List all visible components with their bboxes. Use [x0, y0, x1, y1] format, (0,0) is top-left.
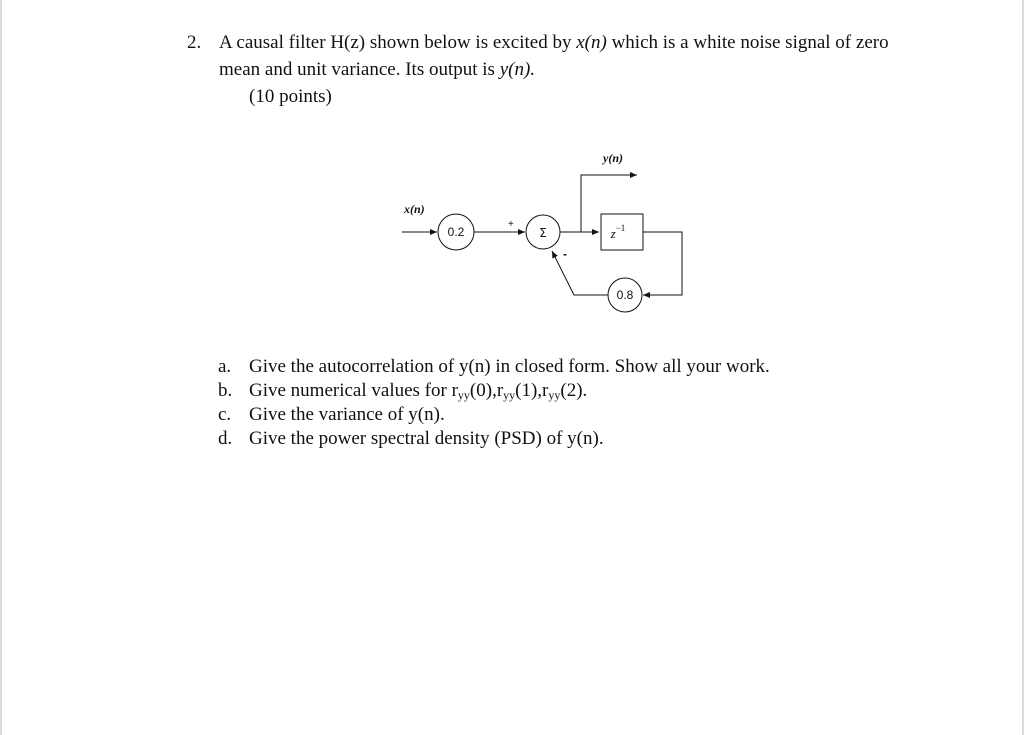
part-letter: c. [218, 404, 232, 425]
part-b-v1: (1),r [515, 380, 549, 401]
problem-text [219, 29, 907, 83]
part-text: Give the power spectral density (PSD) of y(n). [249, 428, 604, 449]
subscript-yy: yy [457, 388, 470, 402]
sum-symbol: Σ [539, 226, 547, 240]
block-diagram [390, 145, 700, 320]
input-label: x(n) [404, 202, 425, 216]
problem-text-part2: which is a white noise signal of zero mean and unit variance. Its output is [219, 32, 889, 80]
problem-text-part1: A causal filter H(z) shown below is excited by [219, 32, 577, 53]
gain-in-label: 0.2 [447, 225, 465, 239]
part-text: Give the variance of y(n). [249, 404, 445, 425]
feedback-to-sum-line [552, 251, 608, 295]
problem-number: 2. [187, 32, 202, 53]
input-symbol: x(n) [576, 32, 607, 53]
part-b-pre: Give numerical values for r [249, 380, 458, 401]
part-b-v0: (0),r [469, 380, 504, 401]
subscript-yy: yy [503, 388, 516, 402]
part-letter: d. [218, 428, 233, 449]
part-letter: b. [218, 380, 233, 401]
part-letter: a. [218, 356, 232, 377]
output-label: y(n) [603, 151, 623, 165]
gain-feedback-label: 0.8 [616, 288, 634, 302]
output-symbol: y(n). [499, 59, 536, 80]
delay-to-feedback-line [643, 232, 682, 295]
minus-sign: - [563, 247, 567, 261]
points-label: (10 points) [249, 86, 332, 107]
problem-statement [187, 29, 907, 83]
part-text: Give the autocorrelation of y(n) in closed form. Show all your work. [249, 356, 770, 377]
page-edge-left [0, 0, 2, 735]
part-b-v2: (2). [560, 380, 588, 401]
delay-exponent: −1 [615, 223, 626, 233]
delay-base: z [610, 226, 616, 241]
subscript-yy: yy [548, 388, 561, 402]
part-text [249, 379, 587, 403]
plus-sign: + [508, 219, 514, 230]
